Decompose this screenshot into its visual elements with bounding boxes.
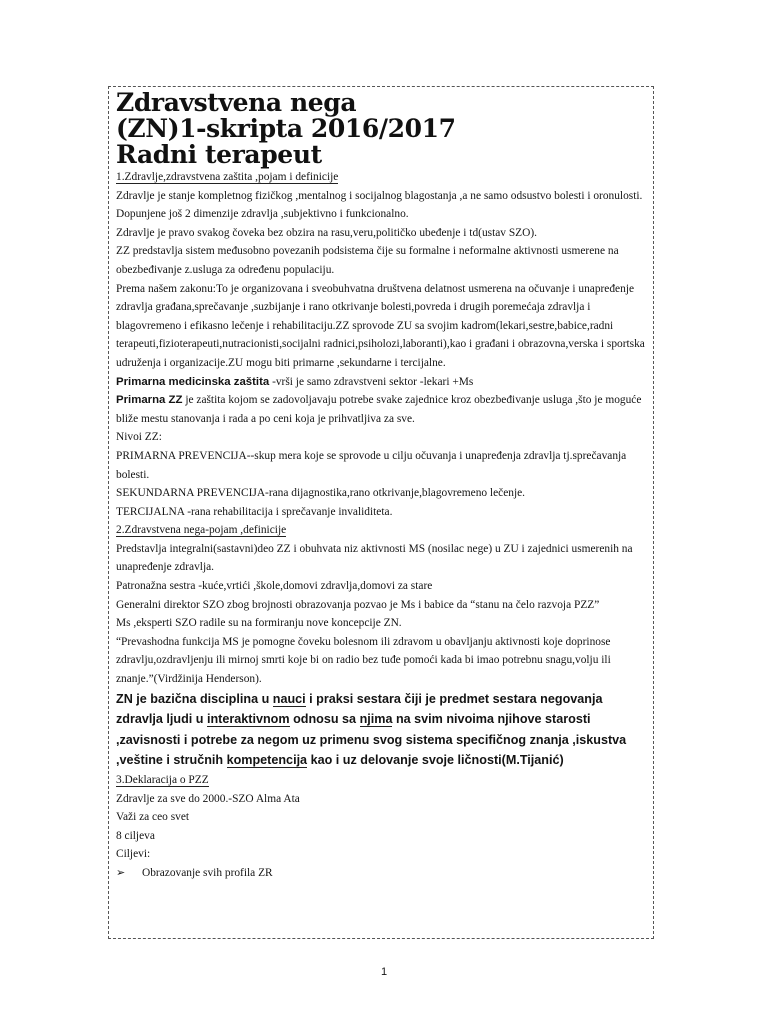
title-line-2: (ZN)1-skripta 2016/2017 bbox=[116, 114, 456, 143]
zn-definition-bold: ZN je bazična disciplina u nauci i praksi sestara čiji je predmet sestara negovanja zdravlja ljudi u interaktivnom odnosu sa njima na svim nivoima njihove starosti ,zavisnosti i potrebe za negom uz primenu svog sistema specifičnog znanja ,iskustva ,veštine i stručnih kompetencija kao i uz delovanje svoje ličnosti(M.Tijanić) bbox=[116, 691, 627, 768]
title-line-3: Radni terapeut bbox=[116, 140, 322, 169]
bullet-item: ➢ Obrazovanje svih profila ZR bbox=[116, 864, 650, 883]
primary-medical-care-paragraph: Primarna medicinska zaštita -vrši je samo zdravstveni sektor -lekari +Ms bbox=[116, 375, 474, 388]
section2-heading: 2.Zdravstvena nega-pojam ,definicije bbox=[116, 524, 287, 537]
document-title bbox=[116, 90, 650, 168]
section1-paragraph: PRIMARNA PREVENCIJA--skup mera koje se sprovode u cilju očuvanja i unapređenja zdravlja tj.sprečavanja bolesti. bbox=[116, 449, 627, 481]
section1-paragraph: Zdravlje je stanje kompletnog fizičkog ,mentalnog i socijalnog blagostanja ,a ne samo odsustvo bolesti i oronulosti. bbox=[116, 189, 643, 202]
section3-paragraph: Zdravlje za sve do 2000.-SZO Alma Ata bbox=[116, 792, 300, 805]
section1-heading: 1.Zdravlje,zdravstvena zaštita ,pojam i definicije bbox=[116, 171, 339, 183]
arrowhead-bullet-icon: ➢ bbox=[116, 865, 126, 879]
section2-paragraph: Predstavlja integralni(sastavni)deo ZZ i obuhvata niz aktivnosti MS (nosilac nege) u ZU i zajednici usmerenih na unapređenje zdravlja. bbox=[116, 542, 633, 574]
section3-heading: 3.Deklaracija o PZZ bbox=[116, 774, 209, 786]
section1-paragraph: Zdravlje je pravo svakog čoveka bez obzira na rasu,veru,političko ubeđenje i td(ustav SZO). bbox=[116, 226, 537, 239]
section2-paragraph: Ms ,eksperti SZO radile su na formiranju nove koncepcije ZN. bbox=[116, 617, 402, 630]
section3-paragraph: Ciljevi: bbox=[116, 848, 151, 861]
section1-paragraph: SEKUNDARNA PREVENCIJA-rana dijagnostika,rano otkrivanje,blagovremeno lečenje. bbox=[116, 487, 526, 500]
section1-paragraph: ZZ predstavlja sistem međusobno povezanih podsistema čije su formalne i neformalne aktivnosti usmerene na obezbeđivanje z.usluga za određenu populaciju. bbox=[116, 245, 619, 276]
primary-health-care-paragraph: Primarna ZZ je zaštita kojom se zadovoljavaju potrebe svake zajednice kroz obezbeđivanje usluga ,što je moguće bliže mestu stanovanja i rada a po ceni koja je prihvatljiva za sve. bbox=[116, 394, 642, 425]
title-line-1: Zdravstvena nega bbox=[116, 88, 357, 117]
document-body bbox=[116, 90, 650, 883]
section1-paragraph: Nivoi ZZ: bbox=[116, 431, 162, 444]
section2-paragraph: Patronažna sestra -kuće,vrtići ,škole,domovi zdravlja,domovi za stare bbox=[116, 580, 433, 593]
henderson-quote: “Prevashodna funkcija MS je pomogne čoveku bolesnom ili zdravom u obavljanju aktivnosti koje doprinose zdravlju,ozdravljenju ili mirnoj smrti koje bi on radio bez tuđe pomoći kada bi imao potrebnu snagu,volju ili znanje.”(Virdžinija Henderson). bbox=[116, 635, 611, 686]
section2-paragraph: Generalni direktor SZO zbog brojnosti obrazovanja pozvao je Ms i babice da “stanu na čelo razvoja PZZ” bbox=[116, 598, 600, 611]
page-number: 1 bbox=[380, 966, 388, 978]
section3-paragraph: 8 ciljeva bbox=[116, 829, 155, 842]
section1-paragraph: TERCIJALNA -rana rehabilitacija i sprečavanje invaliditeta. bbox=[116, 505, 393, 518]
section3-paragraph: Važi za ceo svet bbox=[116, 811, 190, 824]
section1-paragraph: Prema našem zakonu:To je organizovana i sveobuhvatna društvena delatnost usmerena na očuvanje i unapređenje zdravlja građana,sprečavanje ,suzbijanje i rano otkrivanje bolesti,povreda i drugih poremećaja zdravlja i blagovremeno i efikasno lečenje i rehabilitaciju.ZZ sprovode ZU sa svojim kadrom(lekari,sestre,babice,radni terapeuti,fizioterapeuti,nutracionisti,socijalni radnici,psiholozi,laboranti),kao i građani i obrazovna,verska i sportska udruženja i organizacije.ZU mogu biti primarne ,sekundarne i tercijalne. bbox=[116, 282, 645, 369]
section1-paragraph: Dopunjene još 2 dimenzije zdravlja ,subjektivno i funkcionalno. bbox=[116, 208, 409, 221]
